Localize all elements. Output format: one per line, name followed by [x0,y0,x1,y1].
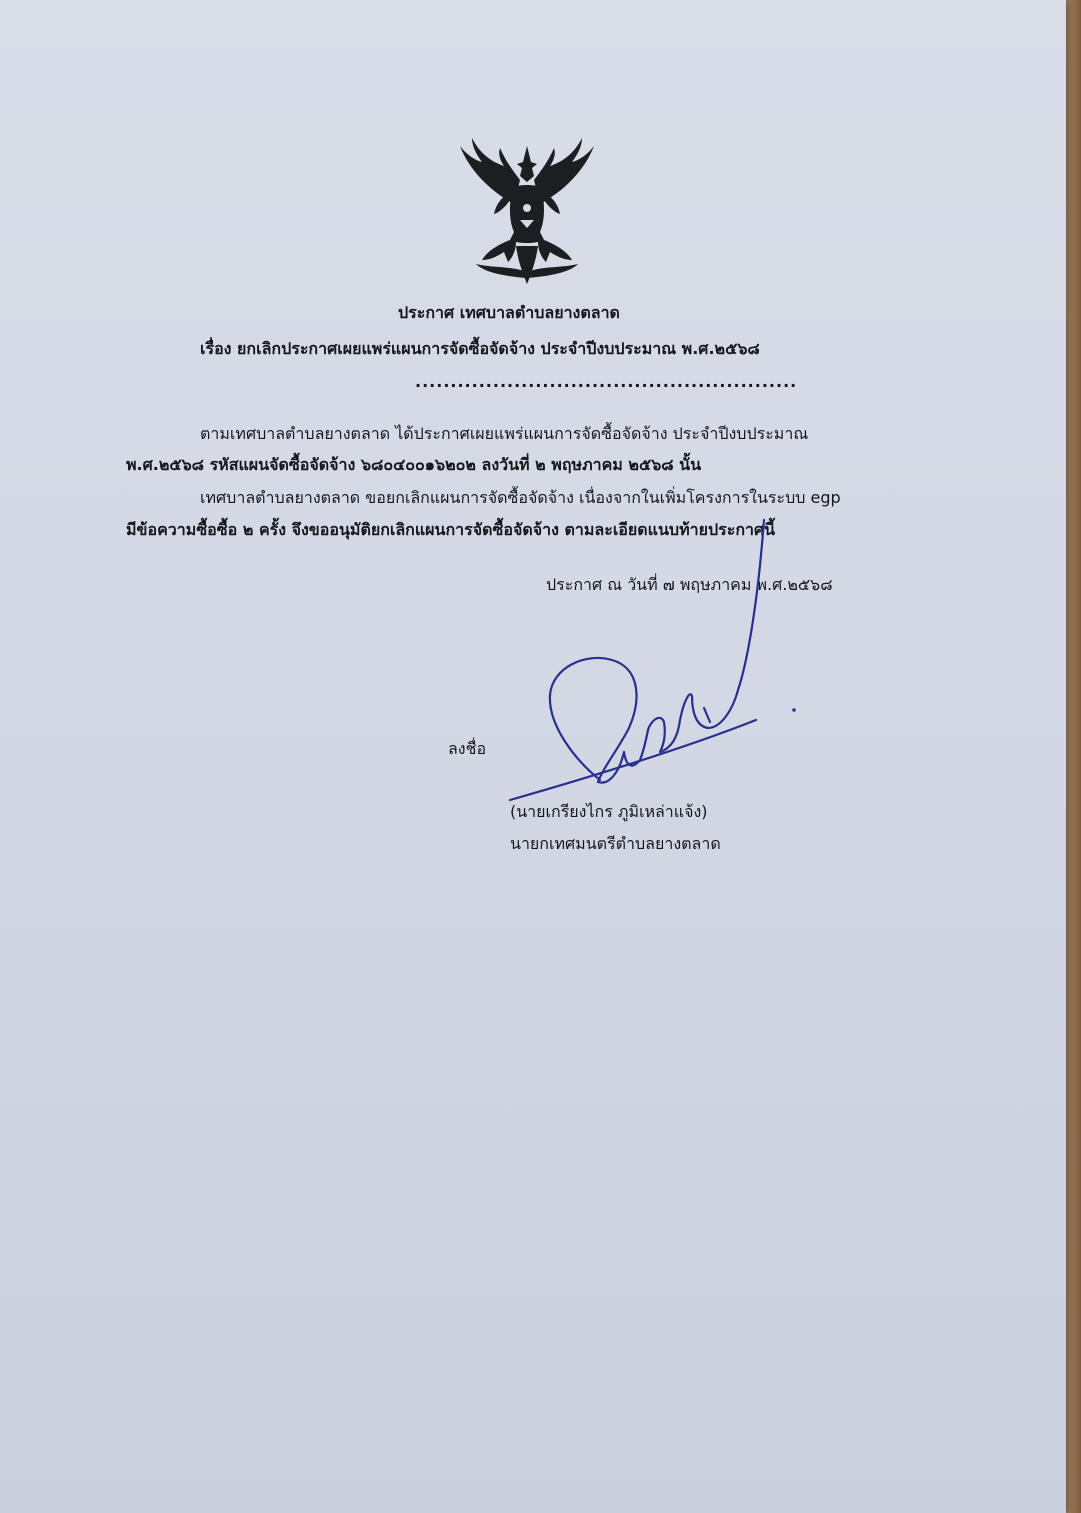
signer-position: นายกเทศมนตรีตำบลยางตลาด [510,834,721,853]
paragraph-1-line-1: ตามเทศบาลตำบลยางตลาด ได้ประกาศเผยแพร่แผนการจัดซื้อจัดจ้าง ประจำปีงบประมาณ [200,424,809,443]
paragraph-2-line-2: มีข้อความซื้อซื้อ ๒ ครั้ง จึงขออนุมัติยกเลิกแผนการจัดซื้อจัดจ้าง ตามละเอียดแนบท้ายประกาศนี้ [126,520,776,539]
paragraph-2-line-1: เทศบาลตำบลยางตลาด ขอยกเลิกแผนการจัดซื้อจัดจ้าง เนื่องจากในเพิ่มโครงการในระบบ egp [200,488,841,507]
paragraph-1-line-2: พ.ศ.๒๕๖๘ รหัสแผนจัดซื้อจัดจ้าง ๖๘๐๔๐๐๑๖๒๐๒ ลงวันที่ ๒ พฤษภาคม ๒๕๖๘ นั้น [126,455,702,474]
signer-name: (นายเกรียงไกร ภูมิเหล่าแจ้ง) [510,802,708,821]
garuda-emblem-icon [452,132,602,292]
separator-line: ...................................................... [415,372,798,391]
announcement-date: ประกาศ ณ วันที่ ๗ พฤษภาคม พ.ศ.๒๕๖๘ [546,575,833,594]
document-title: ประกาศ เทศบาลตำบลยางตลาด [398,303,620,322]
sign-label: ลงชื่อ [448,739,487,758]
document-subject: เรื่อง ยกเลิกประกาศเผยแพร่แผนการจัดซื้อจัดจ้าง ประจำปีงบประมาณ พ.ศ.๒๕๖๘ [200,339,760,358]
